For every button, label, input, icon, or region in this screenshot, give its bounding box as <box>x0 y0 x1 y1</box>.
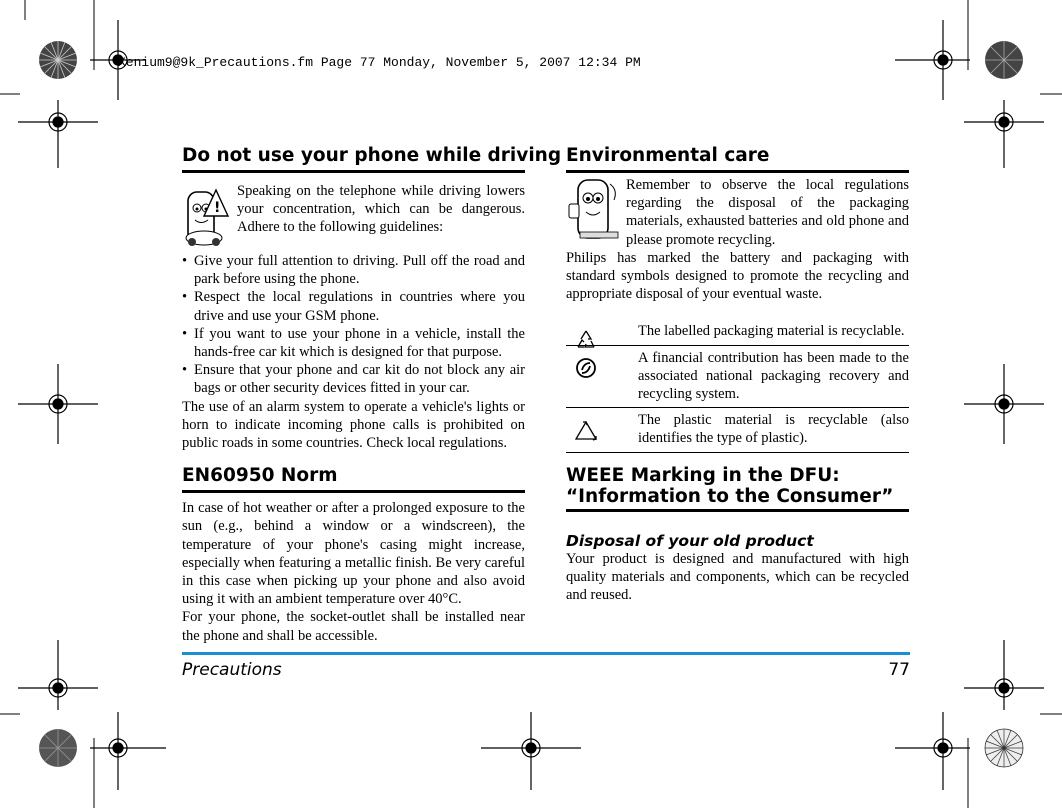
registration-target-right-middle <box>964 364 1044 444</box>
table-row <box>566 407 909 451</box>
running-header: Xenium9@9k_Precautions.fm Page 77 Monday, November 5, 2007 12:34 PM <box>118 55 641 70</box>
section-title-environmental: Environmental care <box>566 144 909 173</box>
environmental-intro-text: Remember to observe the local regulations regarding the disposal of the packaging materials, exhausted batteries and old phone and please promote recycling. <box>626 177 909 248</box>
environmental-paragraph: Philips has marked the battery and packaging with standard symbols designed to promote the recycling and appropriate disposal of your eventual waste. <box>566 249 909 303</box>
recycling-symbols-table <box>566 319 909 452</box>
registration-target-left-middle <box>18 364 98 444</box>
list-item: • Give your full attention to driving. Pull off the road and park before using the phone. <box>182 253 525 288</box>
list-item: • Respect the local regulations in countries where you drive and use your GSM phone. <box>182 289 525 324</box>
plastic-symbol-text: The plastic material is recyclable (also identifies the type of plastic). <box>638 412 909 447</box>
green-dot-symbol-text: A financial contribution has been made to the associated national packaging recovery and recycling system. <box>638 349 909 403</box>
plastic-recycle-icon <box>573 419 599 443</box>
footer-chapter-title: Precautions <box>182 660 282 680</box>
registration-target-left-lower <box>18 640 98 710</box>
table-row <box>566 345 909 408</box>
en60950-paragraph-2: For your phone, the socket-outlet shall be installed near the phone and shall be accessible. <box>182 609 525 644</box>
section-title-weee <box>566 465 909 512</box>
phone-car-icon <box>182 182 234 252</box>
starburst-top-left <box>39 41 77 79</box>
driving-closing-text: The use of an alarm system to operate a vehicle's lights or horn to indicate incoming phone calls is prohibited on public roads in some countries. Check local regulations. <box>182 398 525 452</box>
svg-text:!: ! <box>214 200 221 216</box>
starburst-top-right <box>985 41 1023 79</box>
driving-phone-illustration <box>182 182 237 252</box>
list-item: • If you want to use your phone in a vehicle, install the hands-free car kit which is designed for that purpose. <box>182 325 525 361</box>
registration-target-right-lower <box>964 640 1044 710</box>
driving-intro-text: Speaking on the telephone while driving lowers your concentration, which can be dangerous. Adhere to the following guidelines: <box>237 183 525 236</box>
section-title-en60950: EN60950 Norm <box>182 464 525 493</box>
recycle-symbol-text: The labelled packaging material is recyclable. <box>638 323 905 340</box>
green-dot-icon <box>575 357 597 379</box>
registration-target-bottom-center <box>481 712 581 790</box>
registration-target-bottom-left <box>90 712 166 790</box>
right-column <box>566 144 909 604</box>
section-title-driving: Do not use your phone while driving <box>182 144 525 173</box>
phone-recycle-illustration <box>566 176 626 242</box>
weee-title-line-2: “Information to the Consumer” <box>566 485 894 507</box>
registration-target-top-right <box>895 20 970 100</box>
registration-target-bottom-right <box>895 712 970 790</box>
phone-character-icon <box>566 176 624 242</box>
page-footer <box>182 652 910 680</box>
left-column <box>182 144 562 645</box>
disposal-paragraph: Your product is designed and manufactured with high quality materials and components, which can be recycled and reused. <box>566 550 909 604</box>
starburst-bottom-left <box>39 729 77 767</box>
starburst-bottom-right <box>985 729 1023 767</box>
registration-target-right-upper <box>964 100 1044 168</box>
table-row <box>566 319 909 344</box>
registration-target-left-upper <box>18 100 98 168</box>
driving-intro <box>182 182 525 252</box>
page-number: 77 <box>888 660 910 680</box>
en60950-paragraph-1: In case of hot weather or after a prolonged exposure to the sun (e.g., behind a window or a windscreen), the temperature of your phone's casing might increase, especially when featuring a metallic finish. Be very careful in this case when picking up your phone and also avoid using it with an ambient temperature over 40°C. <box>182 500 525 608</box>
disposal-subtitle: Disposal of your old product <box>566 531 814 550</box>
environmental-intro <box>566 176 909 249</box>
driving-guidelines-list <box>182 252 525 398</box>
list-item: • Ensure that your phone and car kit do not block any air bags or other security devices fitted in your car. <box>182 362 525 397</box>
weee-title-line-1: WEEE Marking in the DFU: <box>566 464 840 486</box>
